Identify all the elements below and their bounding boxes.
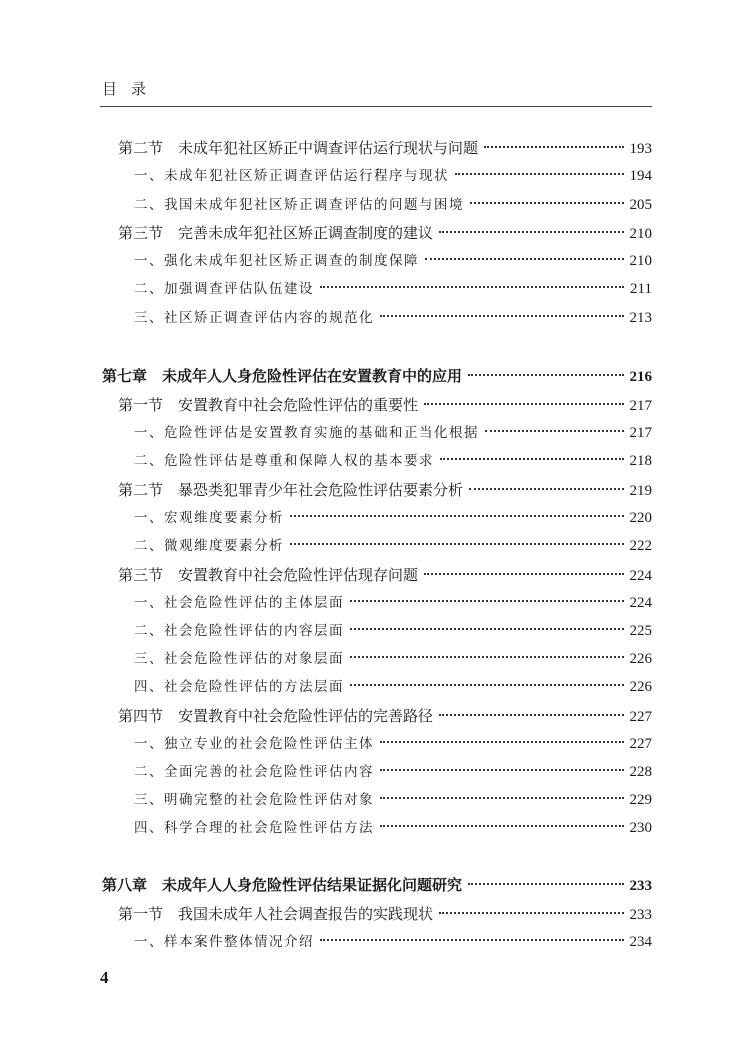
toc-entry-page-number: 227 [629,709,652,725]
toc-entry-item[interactable] [134,816,652,840]
toc-entry-item[interactable] [134,193,652,217]
toc-entry-item[interactable] [134,732,652,756]
toc-entry-item[interactable] [134,619,652,643]
toc-entry-section[interactable] [118,221,652,245]
page-number: 4 [100,968,109,987]
dot-leader [470,202,624,204]
dot-leader [380,315,624,317]
dot-leader [425,258,624,260]
toc-entry-label: 二、微观维度要素分析 [134,538,284,554]
toc-entry-label: 三、社会危险性评估的对象层面 [134,651,344,667]
dot-leader [469,488,623,490]
toc-entry-section[interactable] [118,563,652,587]
toc-entry-page-number: 226 [629,679,652,695]
toc-entry-label: 第八章 未成年人人身危险性评估结果证据化问题研究 [102,876,463,894]
toc-entry-label: 第一节 我国未成年人社会调查报告的实践现状 [118,905,434,923]
running-head-title: 目录 [102,80,161,98]
toc-entry-page-number: 220 [629,510,652,526]
toc-entry-page-number: 210 [629,226,652,242]
toc-entry-label: 二、危险性评估是尊重和保障人权的基本要求 [134,453,434,469]
dot-leader [380,825,624,827]
dot-leader [439,231,623,233]
dot-leader [455,173,624,175]
toc-entry-label: 第三节 安置教育中社会危险性评估现存问题 [118,566,419,584]
toc-entry-item[interactable] [134,506,652,530]
toc-entry-label: 一、强化未成年犯社区矫正调查的制度保障 [134,253,419,269]
dot-leader [468,883,623,885]
dot-leader [350,684,624,686]
toc-entry-page-number: 227 [629,736,652,752]
toc-entry-label: 第二节 未成年犯社区矫正中调查评估运行现状与问题 [118,139,479,157]
toc-entry-label: 一、宏观维度要素分析 [134,510,284,526]
toc-entry-page-number: 224 [629,568,652,584]
toc-entry-label: 一、危险性评估是安置教育实施的基础和正当化根据 [134,425,479,441]
dot-leader [439,714,623,716]
toc-entry-item[interactable] [134,647,652,671]
toc-entry-section[interactable] [118,136,652,160]
toc-entry-page-number: 205 [629,197,652,213]
toc-entry-item[interactable] [134,306,652,330]
toc-entry-label: 第二节 暴恐类犯罪青少年社会危险性评估要素分析 [118,481,464,499]
toc-entry-chapter[interactable] [102,364,652,388]
toc-entry-page-number: 217 [629,398,652,414]
toc-entry-page-number: 211 [630,281,652,297]
toc-entry-page-number: 219 [629,483,652,499]
header-rule [100,106,652,107]
toc-entry-page-number: 233 [629,907,652,923]
toc-entry-page-number: 193 [629,141,652,157]
toc-entry-section[interactable] [118,704,652,728]
toc-entry-page-number: 210 [629,253,652,269]
toc-entry-label: 一、未成年犯社区矫正调查评估运行程序与现状 [134,168,449,184]
toc-entry-page-number: 216 [629,369,652,385]
toc-entry-label: 四、社会危险性评估的方法层面 [134,679,344,695]
toc-entry-label: 二、加强调查评估队伍建设 [134,281,314,297]
toc-entry-item[interactable] [134,421,652,445]
dot-leader [380,741,624,743]
toc-entry-item[interactable] [134,249,652,273]
toc-entry-item[interactable] [134,760,652,784]
dot-leader [485,430,624,432]
toc-entry-page-number: 230 [629,820,652,836]
toc-entry-page-number: 218 [629,453,652,469]
toc-entry-item[interactable] [134,164,652,188]
toc-entry-item[interactable] [134,675,652,699]
toc-entry-section[interactable] [118,393,652,417]
dot-leader [350,600,624,602]
toc-entry-label: 二、我国未成年犯社区矫正调查评估的问题与困境 [134,197,464,213]
toc-entry-page-number: 222 [629,538,652,554]
dot-leader [484,146,623,148]
toc-entry-item[interactable] [134,788,652,812]
toc-entry-page-number: 217 [629,425,652,441]
toc-entry-label: 二、全面完善的社会危险性评估内容 [134,764,374,780]
dot-leader [320,939,624,941]
toc-entry-label: 一、独立专业的社会危险性评估主体 [134,736,374,752]
dot-leader [290,515,624,517]
dot-leader [439,912,623,914]
toc-entry-page-number: 224 [629,595,652,611]
toc-entry-page-number: 194 [629,168,652,184]
toc-entry-page-number: 234 [629,934,652,950]
toc-entry-label: 二、社会危险性评估的内容层面 [134,623,344,639]
toc-entry-label: 三、明确完整的社会危险性评估对象 [134,792,374,808]
dot-leader [380,797,624,799]
toc-entry-page-number: 213 [629,310,652,326]
toc-entry-item[interactable] [134,277,652,301]
dot-leader [468,374,623,376]
toc-entry-item[interactable] [134,591,652,615]
toc-entry-section[interactable] [118,902,652,926]
toc-entry-page-number: 228 [629,764,652,780]
dot-leader [380,769,624,771]
dot-leader [424,403,623,405]
dot-leader [350,628,624,630]
dot-leader [290,543,624,545]
toc-entry-label: 四、科学合理的社会危险性评估方法 [134,820,374,836]
toc-entry-label: 一、社会危险性评估的主体层面 [134,595,344,611]
toc-entry-page-number: 226 [629,651,652,667]
dot-leader [350,656,624,658]
dot-leader [424,573,623,575]
toc-entry-chapter[interactable] [102,873,652,897]
toc-entry-page-number: 233 [629,878,652,894]
toc-entry-label: 第七章 未成年人人身危险性评估在安置教育中的应用 [102,367,463,385]
toc-entry-label: 一、样本案件整体情况介绍 [134,934,314,950]
toc-entry-page-number: 229 [629,792,652,808]
toc-entry-label: 第四节 安置教育中社会危险性评估的完善路径 [118,707,434,725]
dot-leader [440,458,624,460]
toc-entry-section[interactable] [118,478,652,502]
dot-leader [320,286,624,288]
toc-entry-label: 第一节 安置教育中社会危险性评估的重要性 [118,396,419,414]
toc-entry-label: 三、社区矫正调查评估内容的规范化 [134,310,374,326]
toc-entry-item[interactable] [134,930,652,954]
toc-entry-label: 第三节 完善未成年犯社区矫正调查制度的建议 [118,224,434,242]
toc-entry-page-number: 225 [629,623,652,639]
toc-entry-item[interactable] [134,534,652,558]
toc-entry-item[interactable] [134,449,652,473]
